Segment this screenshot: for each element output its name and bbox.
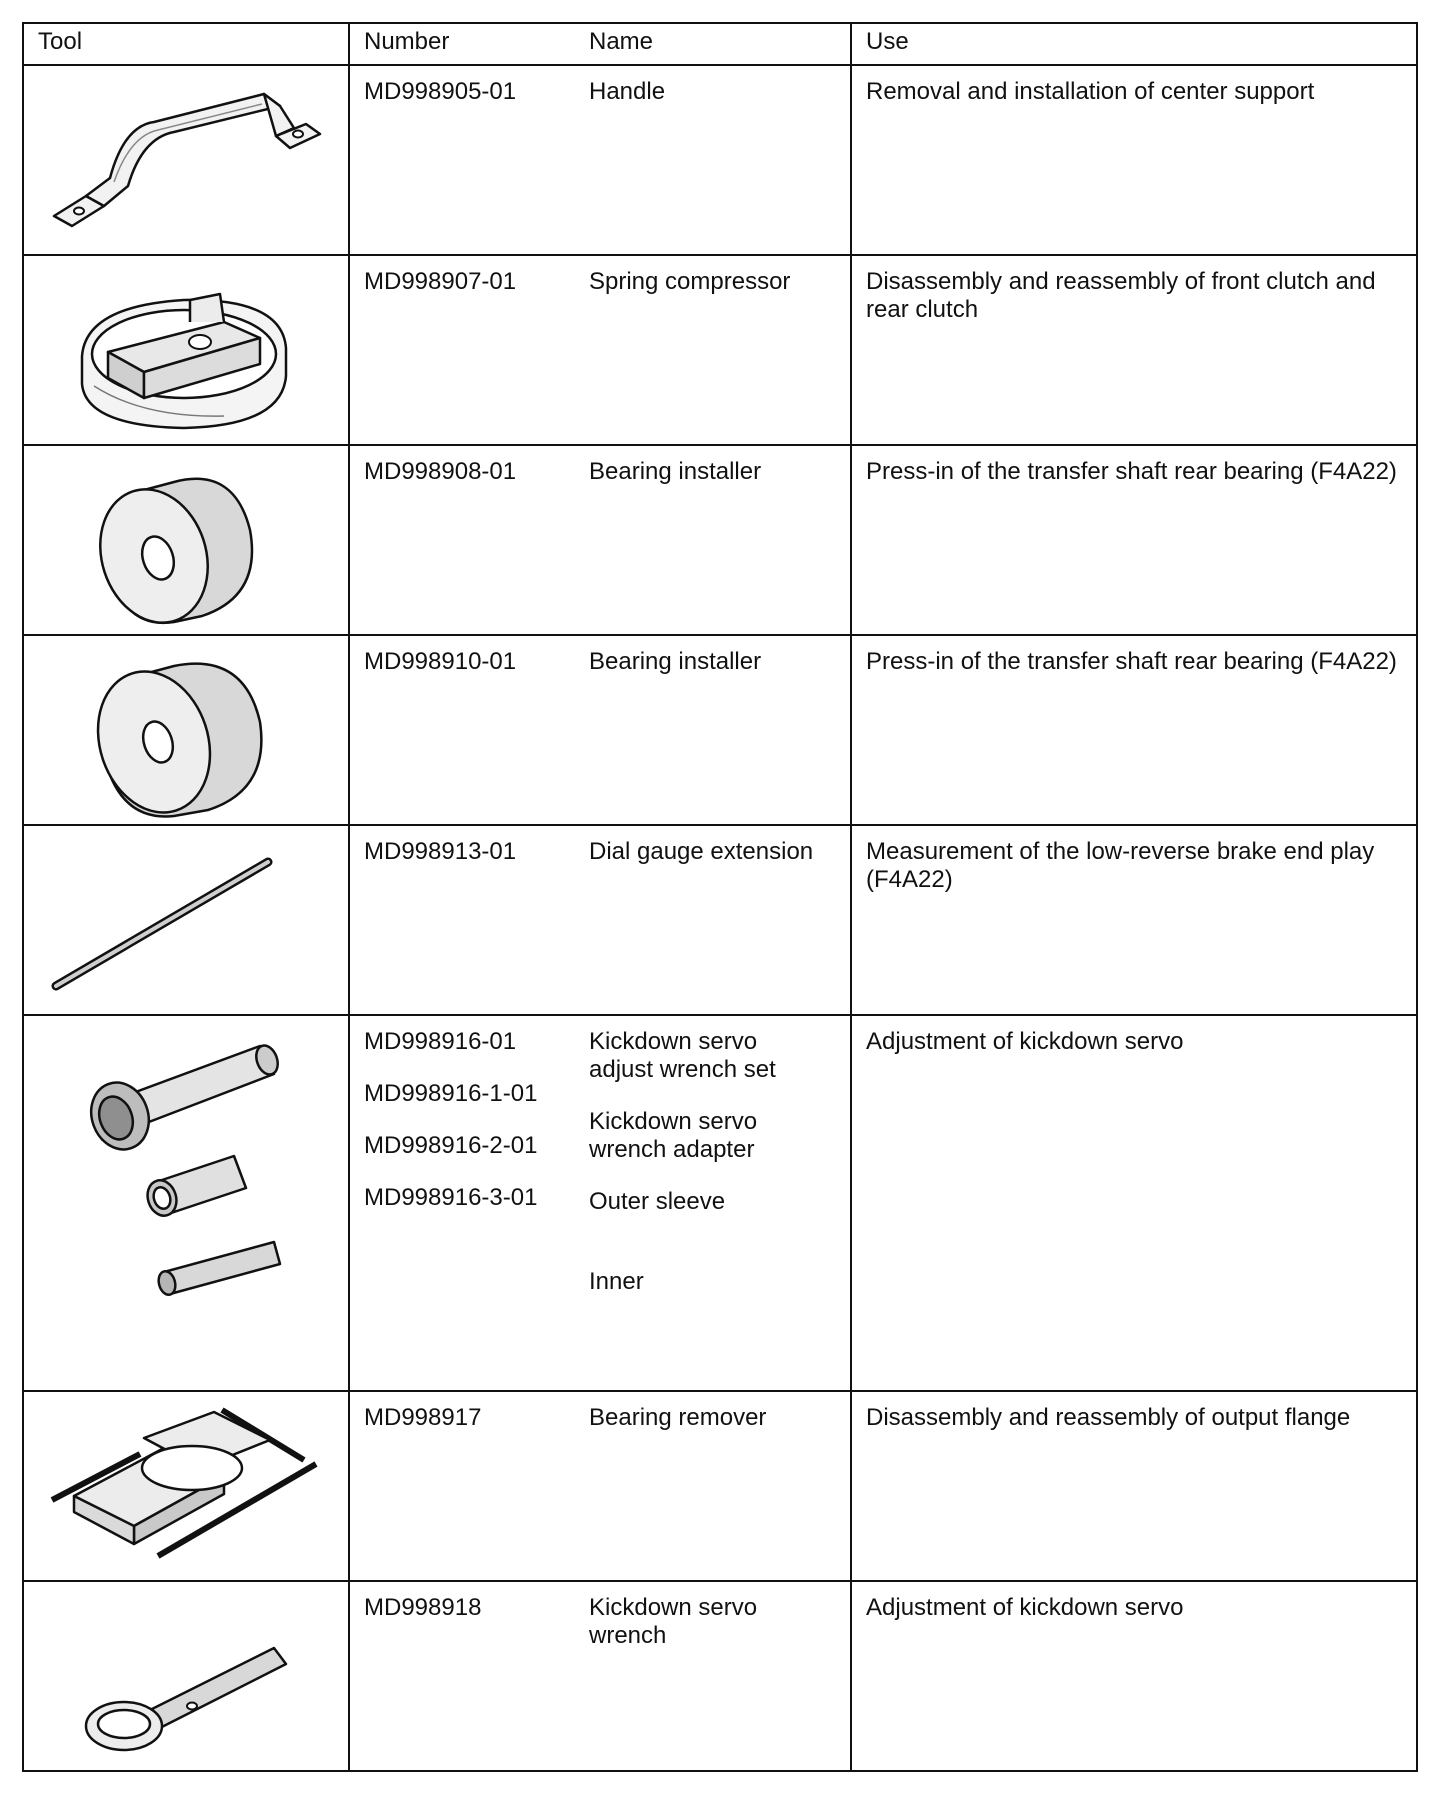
tool-name: Kickdown servo wrench xyxy=(575,1581,851,1771)
tool-use: Press-in of the transfer shaft rear bearing (F4A22) xyxy=(851,445,1417,635)
tool-illustration-cell xyxy=(23,1581,349,1771)
wrench-set-icon xyxy=(24,1016,350,1390)
tool-name: Dial gauge extension xyxy=(575,825,851,1015)
tool-number: MD998910-01 xyxy=(349,635,575,825)
tool-number: MD998913-01 xyxy=(349,825,575,1015)
tool-number: MD998907-01 xyxy=(349,255,575,445)
header-number: Number xyxy=(349,23,575,65)
table-row xyxy=(23,1391,1417,1581)
tool-use: Press-in of the transfer shaft rear bearing (F4A22) xyxy=(851,635,1417,825)
special-tools-sheet xyxy=(22,22,1416,1772)
table-row xyxy=(23,635,1417,825)
tool-illustration-cell xyxy=(23,1015,349,1391)
tool-number: MD998917 xyxy=(349,1391,575,1581)
tool-illustration-cell xyxy=(23,255,349,445)
table-row xyxy=(23,65,1417,255)
tool-name: Handle xyxy=(575,65,851,255)
table-row xyxy=(23,255,1417,445)
tool-illustration-cell xyxy=(23,445,349,635)
tool-name: Outer sleeve xyxy=(589,1188,726,1215)
tool-use: Disassembly and reassembly of front clutch and rear clutch xyxy=(851,255,1417,445)
tool-illustration-cell xyxy=(23,65,349,255)
header-name: Name xyxy=(575,23,851,65)
tool-name: Bearing installer xyxy=(575,635,851,825)
tool-use: Disassembly and reassembly of output flange xyxy=(851,1391,1417,1581)
tool-name: Inner xyxy=(589,1268,644,1295)
tool-use: Removal and installation of center support xyxy=(851,65,1417,255)
tool-number: MD998916-1-01 xyxy=(364,1080,538,1107)
tool-use: Adjustment of kickdown servo xyxy=(851,1581,1417,1771)
bearing-remover-icon xyxy=(24,1392,350,1580)
tool-number-stack xyxy=(349,1015,575,1391)
table-header-row xyxy=(23,23,1417,65)
special-tools-table xyxy=(22,22,1418,1772)
bearing-installer-icon xyxy=(24,446,350,634)
kickdown-servo-wrench-icon xyxy=(24,1582,350,1770)
table-row xyxy=(23,825,1417,1015)
tool-use: Measurement of the low-reverse brake end play (F4A22) xyxy=(851,825,1417,1015)
tool-illustration-cell xyxy=(23,825,349,1015)
handle-icon xyxy=(24,66,350,254)
tool-illustration-cell xyxy=(23,635,349,825)
bearing-installer-icon xyxy=(24,636,350,824)
tool-number: MD998918 xyxy=(349,1581,575,1771)
tool-illustration-cell xyxy=(23,1391,349,1581)
header-tool: Tool xyxy=(23,23,349,65)
header-use: Use xyxy=(851,23,1417,65)
tool-number: MD998916-3-01 xyxy=(364,1184,538,1211)
tool-name-stack xyxy=(575,1015,851,1391)
table-row xyxy=(23,1015,1417,1391)
tool-use: Adjustment of kickdown servo xyxy=(851,1015,1417,1391)
tool-name: Bearing installer xyxy=(575,445,851,635)
spring-compressor-icon xyxy=(24,256,350,444)
tool-name: Kickdown servo adjust wrench set xyxy=(589,1028,776,1083)
tool-number: MD998908-01 xyxy=(349,445,575,635)
table-row xyxy=(23,1581,1417,1771)
tool-name: Kickdown servo wrench adapter xyxy=(589,1108,758,1163)
table-row xyxy=(23,445,1417,635)
tool-number: MD998905-01 xyxy=(349,65,575,255)
tool-name: Spring compressor xyxy=(575,255,851,445)
tool-name: Bearing remover xyxy=(575,1391,851,1581)
tool-number: MD998916-01 xyxy=(364,1028,517,1055)
tool-number: MD998916-2-01 xyxy=(364,1132,538,1159)
dial-gauge-extension-icon xyxy=(24,826,350,1014)
